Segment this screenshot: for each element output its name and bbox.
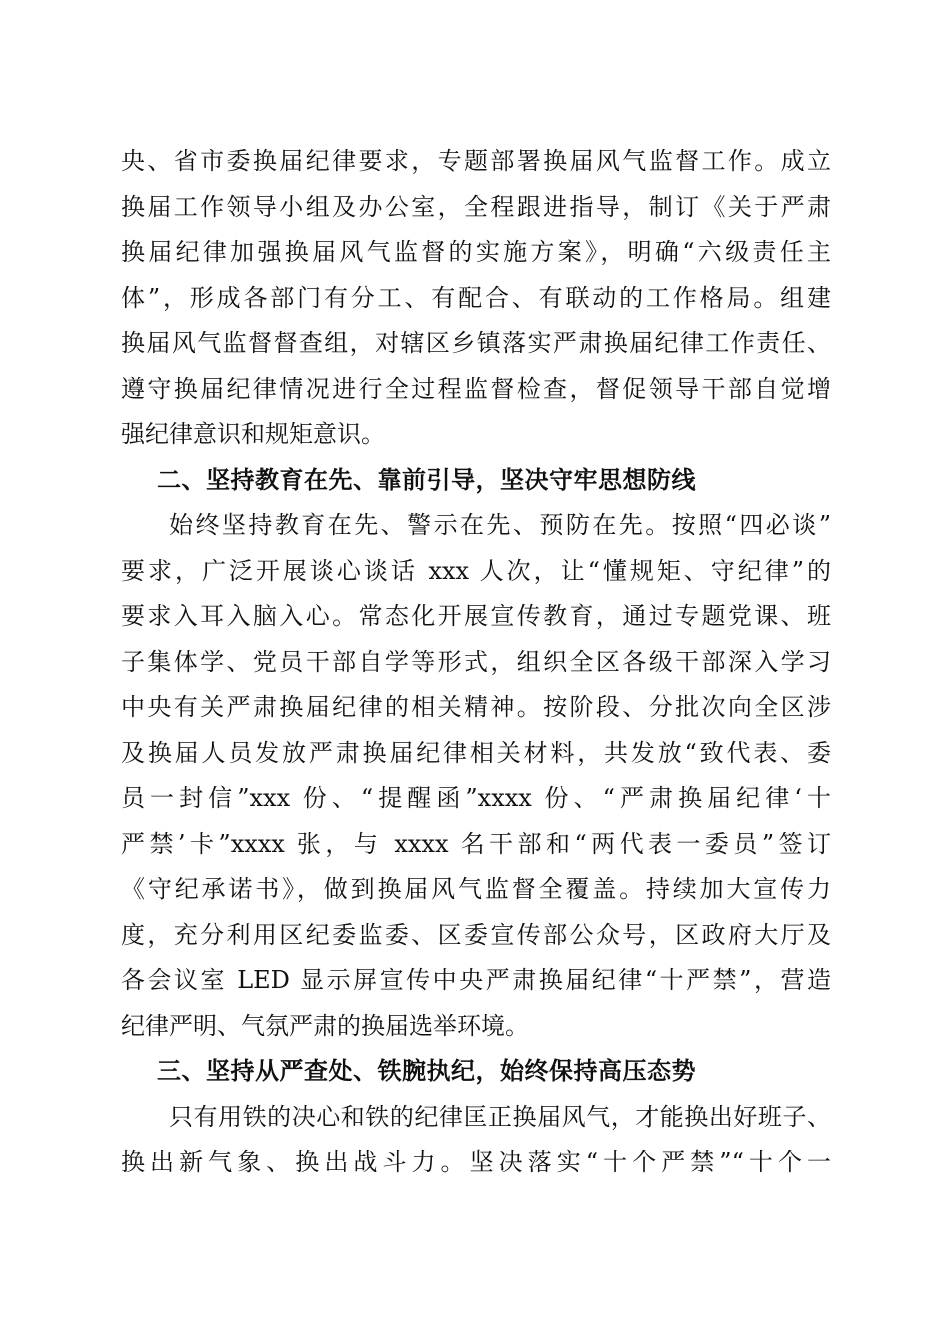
- paragraph-2-line-3: 要求入耳入脑入心。常态化开展宣传教育，通过专题党课、班: [121, 602, 831, 630]
- paragraph-1-line-7: 强纪律意识和规矩意识。: [121, 420, 385, 448]
- paragraph-1-line-1: 央、省市委换届纪律要求，专题部署换届风气监督工作。成立: [121, 147, 831, 175]
- paragraph-2-line-7: 员一封信”xxx 份、“提醒函”xxxx 份、“严肃换届纪律‘十: [121, 784, 831, 812]
- paragraph-1-line-3: 换届纪律加强换届风气监督的实施方案》，明确“六级责任主: [121, 238, 831, 266]
- section-heading-2: 二、坚持教育在先、靠前引导，坚决守牢思想防线: [157, 465, 696, 494]
- paragraph-3-line-1: 只有用铁的决心和铁的纪律匡正换届风气，才能换出好班子、: [169, 1102, 831, 1131]
- paragraph-2-line-4: 子集体学、党员干部自学等形式，组织全区各级干部深入学习: [121, 647, 831, 676]
- paragraph-2-line-8: 严禁’卡”xxxx 张，与 xxxx 名干部和“两代表一委员”签订: [121, 829, 831, 858]
- paragraph-2-line-5: 中央有关严肃换届纪律的相关精神。按阶段、分批次向全区涉: [121, 693, 831, 721]
- paragraph-1-line-6: 遵守换届纪律情况进行全过程监督检查，督促领导干部自觉增: [121, 374, 831, 403]
- paragraph-1-line-5: 换届风气监督督查组，对辖区乡镇落实严肃换届纪律工作责任、: [121, 329, 831, 357]
- paragraph-2-line-2: 要求，广泛开展谈心谈话 xxx 人次，让“懂规矩、守纪律”的: [121, 556, 831, 585]
- paragraph-1-line-2: 换届工作领导小组及办公室，全程跟进指导，制订《关于严肃: [121, 192, 831, 221]
- paragraph-2-line-12: 纪律严明、气氛严肃的换届选举环境。: [121, 1011, 529, 1040]
- paragraph-2-line-6: 及换届人员发放严肃换届纪律相关材料，共发放“致代表、委: [121, 738, 831, 767]
- paragraph-1-line-4: 体”，形成各部门有分工、有配合、有联动的工作格局。组建: [121, 283, 831, 312]
- paragraph-2-line-1: 始终坚持教育在先、警示在先、预防在先。按照“四必谈”: [169, 511, 831, 539]
- paragraph-2-line-10: 度，充分利用区纪委监委、区委宣传部公众号，区政府大厅及: [121, 920, 831, 949]
- paragraph-2-line-9: 《守纪承诺书》，做到换届风气监督全覆盖。持续加大宣传力: [121, 875, 831, 903]
- paragraph-2-line-11: 各会议室 LED 显示屏宣传中央严肃换届纪律“十严禁”，营造: [121, 966, 831, 994]
- paragraph-3-line-2: 换出新气象、换出战斗力。坚决落实“十个严禁”“十个一: [121, 1148, 831, 1176]
- section-heading-3: 三、坚持从严查处、铁腕执纪，始终保持高压态势: [157, 1057, 696, 1085]
- document-body: [121, 145, 831, 1192]
